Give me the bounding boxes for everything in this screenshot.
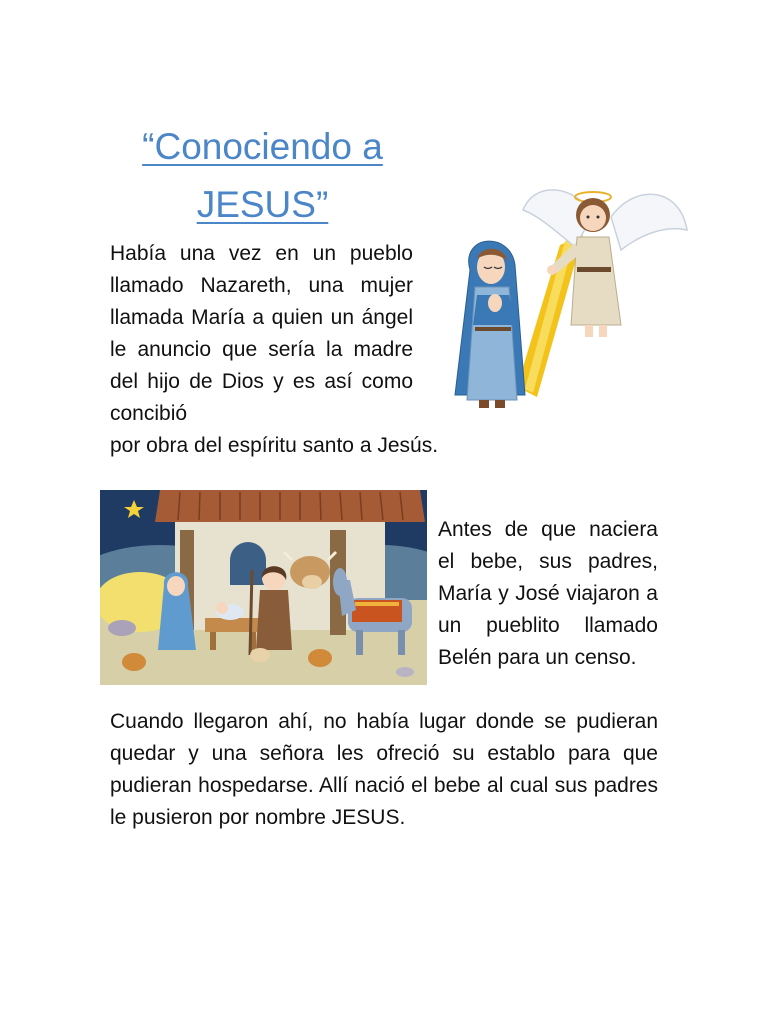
paragraph-1-tail: por obra del espíritu santo a Jesús. <box>110 434 439 457</box>
paragraph-2-side: Antes de que naciera el bebe, sus padres, María y José viajaron a un pueblito llamado Belén para un censo. <box>438 518 658 669</box>
paragraph-2-full: Cuando llegaron ahí, no había lugar donde se pudieran quedar y una señora les ofreció su establo para que pudieran hospedarse. Allí nació el bebe al cual sus padres le pusieron por nombre JESUS. <box>110 710 658 829</box>
annunciation-illustration <box>425 175 715 420</box>
paragraph-1: Había una vez en un pueblo llamado Nazareth, una mujer llamada María a quien un ángel le anuncio que sería la madre del hijo de Dios y es así como concibió <box>110 242 413 425</box>
nativity-illustration <box>100 490 427 685</box>
title-line-2: JESUS” <box>196 184 329 225</box>
title-line-1: “Conociendo a <box>142 126 383 167</box>
page-title <box>100 118 425 234</box>
